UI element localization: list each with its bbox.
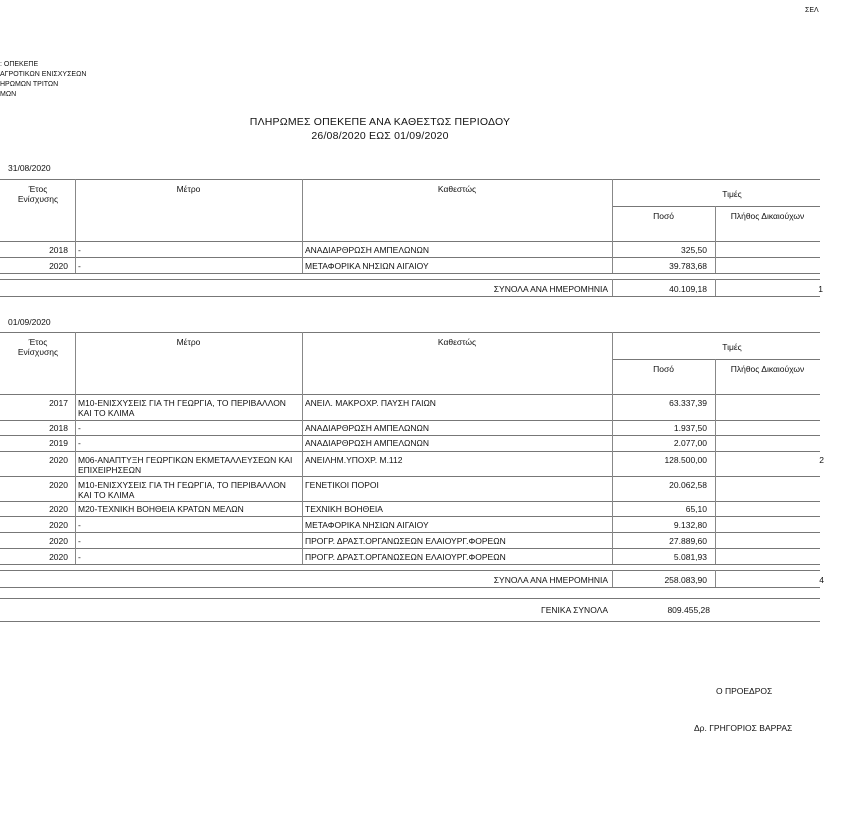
cell-measure: - <box>78 423 81 433</box>
cell-year: 2020 <box>49 520 68 530</box>
cell-measure: - <box>78 245 81 255</box>
cell-measure: Μ20-ΤΕΧΝΙΚΗ ΒΟΗΘΕΙΑ ΚΡΑΤΩΝ ΜΕΛΩΝ <box>78 504 244 514</box>
col-header-year: Έτος Ενίσχυσης <box>17 337 59 357</box>
org-line-1: : ΟΠΕΚΕΠΕ <box>0 61 39 68</box>
cell-year: 2020 <box>49 536 68 546</box>
report-title: ΠΛΗΡΩΜΕΣ ΟΠΕΚΕΠΕ ΑΝΑ ΚΑΘΕΣΤΩΣ ΠΕΡΙΟΔΟΥ <box>249 116 511 128</box>
grand-total-label: ΓΕΝΙΚΑ ΣΥΝΟΛΑ <box>541 605 608 615</box>
cell-scheme: ΜΕΤΑΦΟΡΙΚΑ ΝΗΣΙΩΝ ΑΙΓΑΙΟΥ <box>305 520 429 530</box>
cell-amount: 39.783,68 <box>669 261 707 271</box>
col-header-year: Έτος Ενίσχυσης <box>17 184 59 204</box>
cell-scheme: ΠΡΟΓΡ. ΔΡΑΣΤ.ΟΡΓΑΝΩΣΕΩΝ ΕΛΑΙΟΥΡΓ.ΦΟΡΕΩΝ <box>305 552 506 562</box>
cell-measure: Μ10-ΕΝΙΣΧΥΣΕΙΣ ΓΙΑ ΤΗ ΓΕΩΡΓΙΑ, ΤΟ ΠΕΡΙΒΑΛΛΟΝ ΚΑΙ ΤΟ ΚΛΙΜΑ <box>78 398 286 418</box>
cell-measure: - <box>78 520 81 530</box>
section-date: 01/09/2020 <box>8 317 51 327</box>
cell-scheme: ΑΝΑΔΙΑΡΘΡΩΣΗ ΑΜΠΕΛΩΝΩΝ <box>305 438 429 448</box>
section-date: 31/08/2020 <box>8 163 51 173</box>
cell-measure: - <box>78 552 81 562</box>
cell-amount: 325,50 <box>681 245 707 255</box>
cell-scheme: ΠΡΟΓΡ. ΔΡΑΣΤ.ΟΡΓΑΝΩΣΕΩΝ ΕΛΑΙΟΥΡΓ.ΦΟΡΕΩΝ <box>305 536 506 546</box>
section-total-label: ΣΥΝΟΛΑ ΑΝΑ ΗΜΕΡΟΜΗΝΙΑ <box>493 284 608 294</box>
col-header-scheme: Καθεστώς <box>437 337 477 347</box>
page-number-label: ΣΕΛ <box>805 7 819 14</box>
cell-measure: Μ06-ΑΝΑΠΤΥΞΗ ΓΕΩΡΓΙΚΩΝ ΕΚΜΕΤΑΛΛΕΥΣΕΩΝ ΚΑΙ ΕΠΙΧΕΙΡΗΣΕΩΝ <box>78 455 293 475</box>
cell-measure: - <box>78 438 81 448</box>
cell-scheme: ΜΕΤΑΦΟΡΙΚΑ ΝΗΣΙΩΝ ΑΙΓΑΙΟΥ <box>305 261 429 271</box>
cell-year: 2020 <box>49 480 68 490</box>
section-total-label: ΣΥΝΟΛΑ ΑΝΑ ΗΜΕΡΟΜΗΝΙΑ <box>493 575 608 585</box>
col-header-values: Τιμές <box>722 189 742 199</box>
col-header-scheme: Καθεστώς <box>437 184 477 194</box>
section-total-count: 4 <box>819 575 824 585</box>
cell-scheme: ΤΕΧΝΙΚΗ ΒΟΗΘΕΙΑ <box>305 504 383 514</box>
col-header-measure: Μέτρο <box>176 337 201 347</box>
cell-year: 2018 <box>49 245 68 255</box>
col-header-amount: Ποσό <box>653 364 674 374</box>
signature-name: Δρ. ΓΡΗΓΟΡΙΟΣ ΒΑΡΡΑΣ <box>694 723 793 733</box>
cell-amount: 128.500,00 <box>664 455 707 465</box>
cell-amount: 63.337,39 <box>669 398 707 408</box>
cell-measure: - <box>78 536 81 546</box>
cell-amount: 20.062,58 <box>669 480 707 490</box>
cell-year: 2020 <box>49 261 68 271</box>
cell-scheme: ΑΝΑΔΙΑΡΘΡΩΣΗ ΑΜΠΕΛΩΝΩΝ <box>305 245 429 255</box>
cell-scheme: ΑΝΕΙΛ. ΜΑΚΡΟΧΡ. ΠΑΥΣΗ ΓΑΙΩΝ <box>305 398 436 408</box>
cell-scheme: ΓΕΝΕΤΙΚΟΙ ΠΟΡΟΙ <box>305 480 379 490</box>
cell-year: 2018 <box>49 423 68 433</box>
cell-scheme: ΑΝΕΙΛΗΜ.ΥΠΟΧΡ. Μ.112 <box>305 455 403 465</box>
signature-role: Ο ΠΡΟΕΔΡΟΣ <box>716 686 773 696</box>
section-total-amount: 40.109,18 <box>669 284 707 294</box>
cell-year: 2017 <box>49 398 68 408</box>
org-line-4: ΜΩΝ <box>0 91 17 98</box>
report-period: 26/08/2020 ΕΩΣ 01/09/2020 <box>311 130 449 142</box>
cell-scheme: ΑΝΑΔΙΑΡΘΡΩΣΗ ΑΜΠΕΛΩΝΩΝ <box>305 423 429 433</box>
col-header-beneficiaries: Πλήθος Δικαιούχων <box>730 364 805 374</box>
cell-measure: - <box>78 261 81 271</box>
cell-measure: Μ10-ΕΝΙΣΧΥΣΕΙΣ ΓΙΑ ΤΗ ΓΕΩΡΓΙΑ, ΤΟ ΠΕΡΙΒΑΛΛΟΝ ΚΑΙ ΤΟ ΚΛΙΜΑ <box>78 480 286 500</box>
cell-amount: 2.077,00 <box>673 438 707 448</box>
cell-amount: 9.132,80 <box>673 520 707 530</box>
cell-year: 2020 <box>49 455 68 465</box>
grand-total-amount: 809.455,28 <box>667 605 710 615</box>
section-total-count: 1 <box>818 284 823 294</box>
cell-count: 2 <box>819 455 824 465</box>
org-line-2: ΑΓΡΟΤΙΚΩΝ ΕΝΙΣΧΥΣΕΩΝ <box>0 71 87 78</box>
cell-amount: 1.937,50 <box>673 423 707 433</box>
col-header-measure: Μέτρο <box>176 184 201 194</box>
org-line-3: ΗΡΩΜΩΝ ΤΡΙΤΩΝ <box>0 81 59 88</box>
cell-amount: 65,10 <box>685 504 707 514</box>
col-header-amount: Ποσό <box>653 211 674 221</box>
cell-year: 2020 <box>49 552 68 562</box>
col-header-values: Τιμές <box>722 342 742 352</box>
cell-amount: 27.889,60 <box>669 536 707 546</box>
section-total-amount: 258.083,90 <box>664 575 707 585</box>
cell-year: 2019 <box>49 438 68 448</box>
cell-amount: 5.081,93 <box>673 552 707 562</box>
cell-year: 2020 <box>49 504 68 514</box>
col-header-beneficiaries: Πλήθος Δικαιούχων <box>730 211 805 221</box>
